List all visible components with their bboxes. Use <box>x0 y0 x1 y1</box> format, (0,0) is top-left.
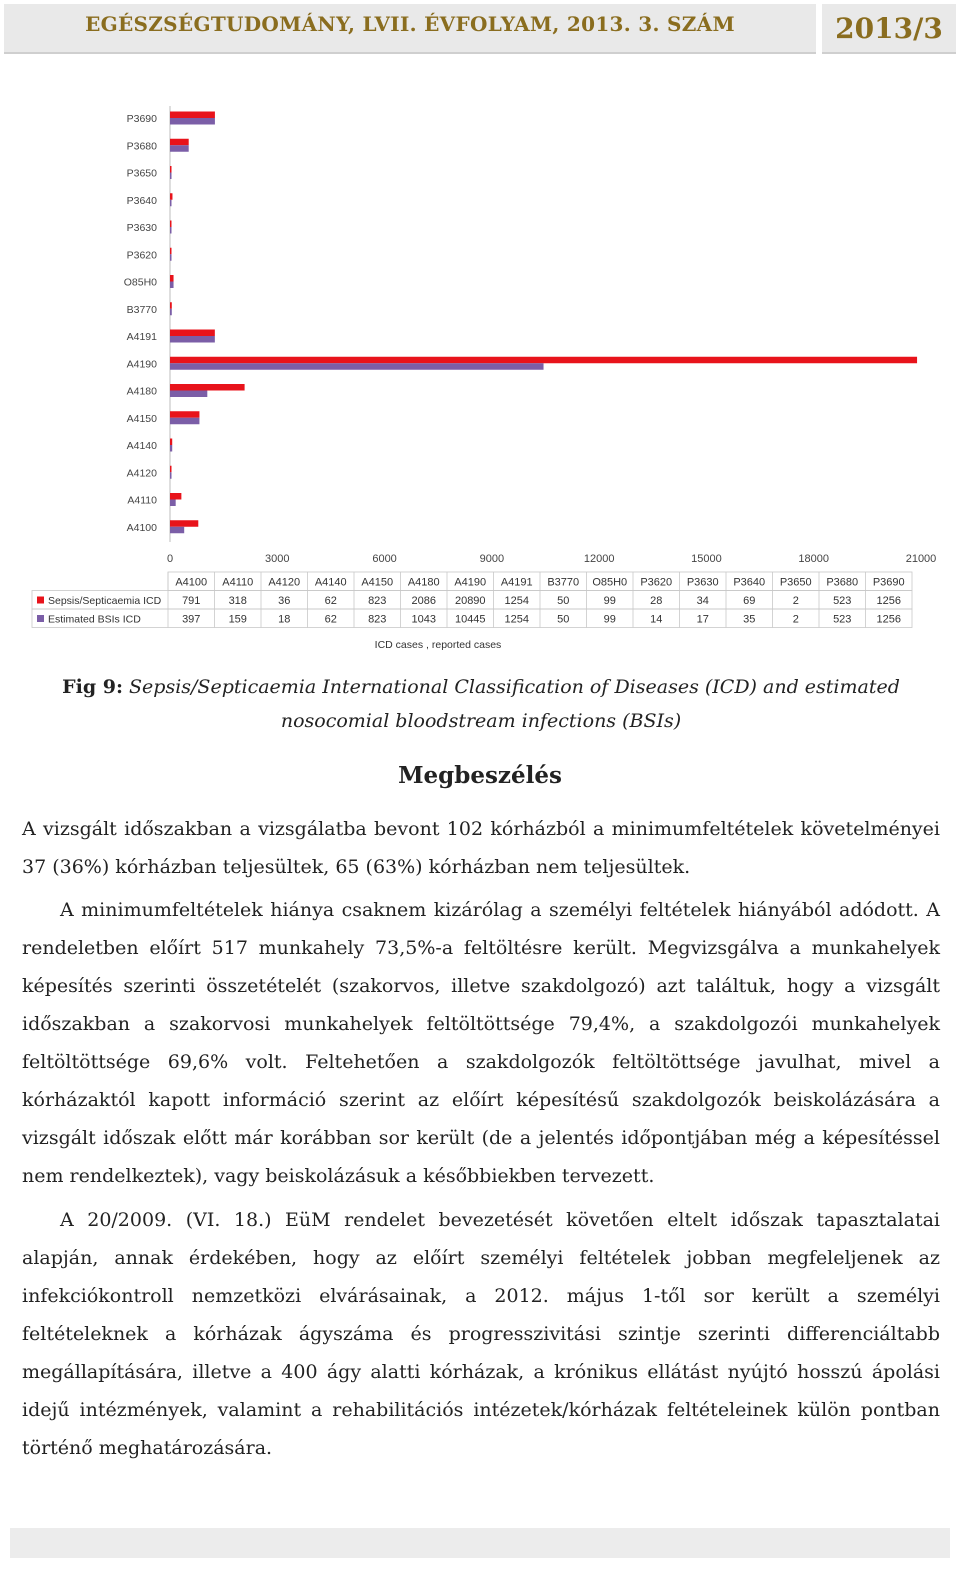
bar-bsi <box>170 254 172 261</box>
caption-text: Sepsis/Septicaemia International Classification of Diseases (ICD) and estimated nosocomial bloodstream infections (BSIs) <box>129 676 900 732</box>
data-label: 397 <box>182 613 201 626</box>
category-label: A4140 <box>126 440 157 452</box>
bar-bsi <box>170 391 207 398</box>
bar-sepsis <box>170 275 174 282</box>
category-label: P3620 <box>126 249 157 262</box>
data-label: 28 <box>650 595 663 607</box>
page-header <box>4 4 956 54</box>
data-label: 50 <box>557 613 570 626</box>
data-label: 1254 <box>504 613 529 626</box>
table-header-cell: A4150 <box>361 576 394 589</box>
legend-swatch <box>37 597 44 604</box>
x-tick-label: 3000 <box>265 553 290 565</box>
data-label: 35 <box>743 613 756 626</box>
category-label: P3630 <box>126 222 157 234</box>
bar-bsi <box>170 363 544 370</box>
bar-bsi <box>170 445 172 452</box>
bar-bsi <box>170 472 172 479</box>
data-label: 318 <box>228 595 247 607</box>
legend-label: Sepsis/Septicaemia ICD <box>48 595 162 607</box>
x-tick-label: 6000 <box>372 553 397 565</box>
category-label: A4190 <box>126 358 157 371</box>
data-label: 159 <box>228 613 247 626</box>
bar-sepsis <box>170 112 215 119</box>
data-label: 20890 <box>454 595 486 607</box>
bar-sepsis <box>170 466 172 473</box>
bar-bsi <box>170 309 172 316</box>
category-label: P3680 <box>126 140 157 153</box>
table-header-cell: P3620 <box>640 576 673 589</box>
paragraph-2: A minimumfeltételek hiánya csaknem kizárólag a személyi feltételek hiányából adódott. A rendeletben előírt 517 munkahely 73,5%-a feltöltésre került. Megvizsgálva a munkahelyek képesítés szerinti összetételét (szakorvos, illetve szakdolgozó) azt találtuk, hogy a vizsgált időszakban a szakorvosi munkahelyek feltöltöttsége 79,4%, a szakdolgozói munkahelyek feltöltöttsége 69,6% volt. Feltehetően a szakdolgozók feltöltöttsége javulhat, mivel a kórházaktól kapott információ szerint az előírt képesítésű szakdolgozók beiskolázására a vizsgált időszak előtt már korábban sor került (de a jelentés időpontjában még a képesítéssel nem rendelkeztek), vagy beiskolázásuk a későbbiekben tervezett. <box>22 899 940 1187</box>
header-issue-box <box>822 4 956 54</box>
table-header-cell: P3690 <box>872 576 905 589</box>
data-label: 2 <box>792 595 799 607</box>
bar-sepsis <box>170 357 917 364</box>
category-label: A4120 <box>126 467 157 480</box>
bar-bsi <box>170 118 215 125</box>
paragraph-1: A vizsgált időszakban a vizsgálatba bevont 102 kórházból a minimumfeltételek követelményei 37 (36%) kórházban teljesültek, 65 (63%) kórházban nem teljesültek. <box>22 818 940 878</box>
bar-bsi <box>170 145 189 152</box>
data-label: 34 <box>696 595 709 607</box>
bar-sepsis <box>170 493 181 500</box>
x-tick-label: 12000 <box>583 553 615 565</box>
bar-bsi <box>170 336 215 343</box>
chart-svg <box>0 96 960 666</box>
bar-bsi <box>170 200 172 207</box>
category-label: A4191 <box>126 331 157 343</box>
bar-bsi <box>170 418 199 425</box>
data-label: 14 <box>650 613 663 626</box>
footer-bar <box>10 1528 950 1558</box>
caption-label: Fig 9: <box>62 676 123 698</box>
data-label: 1256 <box>876 595 901 607</box>
bar-sepsis <box>170 384 245 391</box>
bar-bsi <box>170 527 184 534</box>
x-tick-label: 9000 <box>479 553 505 565</box>
data-label: 791 <box>182 595 201 607</box>
data-label: 17 <box>696 613 709 626</box>
category-label: A4180 <box>126 385 157 398</box>
legend-label: Estimated BSIs ICD <box>48 613 141 626</box>
data-label: 99 <box>603 595 616 607</box>
category-label: A4110 <box>127 494 157 507</box>
x-tick-label: 18000 <box>798 553 830 565</box>
figure-caption <box>22 670 940 738</box>
bar-sepsis <box>170 193 172 200</box>
table-header-cell: A4180 <box>407 576 440 589</box>
bar-sepsis <box>170 139 189 146</box>
table-header-cell: A4191 <box>500 576 533 589</box>
category-label: P3690 <box>126 113 157 125</box>
x-tick-label: 15000 <box>691 553 722 565</box>
x-tick-label: 0 <box>166 553 174 565</box>
bar-bsi <box>170 227 172 234</box>
table-header-cell: P3630 <box>686 576 719 589</box>
bar-sepsis <box>170 248 172 255</box>
section-title: Megbeszélés <box>398 762 562 789</box>
table-header-cell: P3650 <box>779 576 812 589</box>
bar-sepsis <box>170 221 172 228</box>
bar-bsi <box>170 173 172 180</box>
bar-sepsis <box>170 520 198 527</box>
data-label: 1256 <box>876 613 901 626</box>
category-label: P3640 <box>126 194 157 207</box>
bar-sepsis <box>170 166 172 173</box>
table-header-cell: P3680 <box>826 576 859 589</box>
data-label: 523 <box>833 595 852 607</box>
header-title-bar <box>4 4 816 54</box>
journal-title: EGÉSZSÉGTUDOMÁNY, LVII. ÉVFOLYAM, 2013. 3. SZÁM <box>85 12 735 36</box>
data-label: 2086 <box>411 595 436 607</box>
data-label: 62 <box>324 613 337 626</box>
bar-bsi <box>170 282 174 289</box>
table-header-cell: A4100 <box>175 576 208 589</box>
legend-swatch <box>37 615 44 622</box>
table-header-cell: A4110 <box>222 576 254 589</box>
bar-sepsis <box>170 330 215 337</box>
table-header-cell: A4190 <box>454 576 487 589</box>
data-label: 99 <box>603 613 616 626</box>
category-label: B3770 <box>126 303 157 316</box>
data-label: 10445 <box>454 613 486 626</box>
table-header-cell: B3770 <box>547 576 580 589</box>
data-label: 62 <box>324 595 337 607</box>
data-label: 69 <box>743 595 756 607</box>
issue-label: 2013/3 <box>835 12 943 45</box>
data-label: 18 <box>278 613 291 626</box>
bar-sepsis <box>170 302 172 309</box>
data-label: 1043 <box>411 613 436 626</box>
data-label: 523 <box>833 613 852 626</box>
category-label: O85H0 <box>123 276 157 289</box>
data-label: 823 <box>368 613 387 626</box>
data-label: 823 <box>368 595 387 607</box>
bar-chart <box>0 96 960 666</box>
table-header-cell: A4140 <box>314 576 347 589</box>
data-label: 1254 <box>504 595 529 607</box>
table-header-cell: A4120 <box>268 576 301 589</box>
category-label: P3650 <box>126 167 157 180</box>
data-label: 36 <box>278 595 291 607</box>
bar-sepsis <box>170 439 172 446</box>
data-label: 2 <box>792 613 799 626</box>
bar-bsi <box>170 500 176 507</box>
table-header-cell: O85H0 <box>592 576 628 589</box>
category-label: A4100 <box>126 521 157 534</box>
x-axis-title: ICD cases , reported cases <box>374 639 502 651</box>
bar-sepsis <box>170 411 199 418</box>
table-header-cell: P3640 <box>733 576 766 589</box>
x-tick-label: 21000 <box>905 553 937 565</box>
category-label: A4150 <box>126 412 157 425</box>
paragraph-3: A 20/2009. (VI. 18.) EüM rendelet bevezetését követően eltelt időszak tapasztalatai alapján, annak érdekében, hogy az előírt személyi feltételek jobban megfeleljenek az infekciókontroll nemzetközi elvárásainak, a 2012. május 1-től sor került a személyi feltételeknek a kórházak ágyszáma és progresszivitási szintje szerinti differenciáltabb megállapítására, illetve a 400 ágy alatti kórházak, a krónikus ellátást nyújtó hosszú ápolási idejű intézmények, valamint a rehabilitációs intézetek/kórházak feltételeinek külön pontban történő meghatározására. <box>22 1209 940 1459</box>
data-label: 50 <box>557 595 570 607</box>
